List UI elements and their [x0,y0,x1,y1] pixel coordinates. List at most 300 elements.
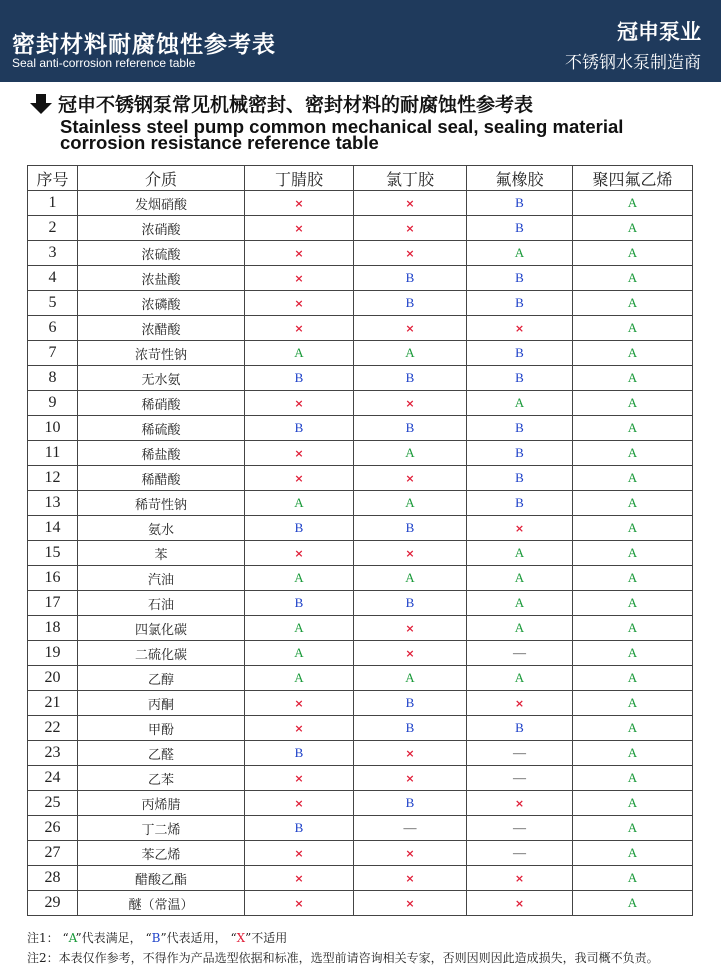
rating-value: × [294,847,304,860]
rating-fluororubber [467,641,573,666]
rating-neoprene [354,516,467,541]
rating-ptfe [573,616,693,641]
rating-neoprene [354,566,467,591]
row-number: 19 [28,641,78,666]
rating-value: B [405,520,415,535]
rating-value: × [514,897,525,910]
rating-ptfe [573,741,693,766]
table-row [28,466,693,491]
row-number: 18 [28,616,78,641]
rating-value: — [513,745,526,760]
rating-nitrile [245,491,354,516]
rating-fluororubber [467,566,573,591]
rating-nitrile [245,316,354,341]
rating-value: A [627,445,638,460]
table-row [28,616,693,641]
row-medium: 二硫化碳 [78,641,245,666]
rating-value: × [294,772,304,785]
rating-value: A [294,570,304,585]
note-1-quote-open-a: “ [62,931,69,945]
row-number: 14 [28,516,78,541]
rating-ptfe [573,216,693,241]
rating-neoprene [354,441,467,466]
note-1-x-code: X [236,931,246,945]
rating-neoprene [354,241,467,266]
rating-value: A [627,895,638,910]
rating-nitrile [245,541,354,566]
intro-title-cn: 冠申不锈钢泵常见机械密封、密封材料的耐腐蚀性参考表 [58,94,534,116]
rating-value: × [514,522,525,535]
rating-neoprene [354,891,467,916]
header-fluororubber: 氟橡胶 [467,166,573,191]
row-medium: 丙酮 [78,691,245,716]
table-row [28,766,693,791]
table-body [28,191,693,916]
row-medium: 氨水 [78,516,245,541]
rating-value: × [405,897,415,910]
rating-value: — [513,845,526,860]
rating-value: A [294,670,304,685]
rating-value: × [294,872,304,885]
rating-value: A [627,470,638,485]
table-row [28,666,693,691]
rating-value: A [627,695,638,710]
rating-neoprene [354,741,467,766]
row-number: 13 [28,491,78,516]
rating-value: × [405,397,415,410]
rating-value: × [514,797,525,810]
table-row [28,241,693,266]
rating-neoprene [354,466,467,491]
rating-value: A [294,620,304,635]
rating-fluororubber [467,691,573,716]
rating-ptfe [573,891,693,916]
rating-value: A [627,595,638,610]
row-medium: 浓磷酸 [78,291,245,316]
rating-value: A [627,345,638,360]
rating-value: × [405,547,415,560]
rating-ptfe [573,341,693,366]
rating-ptfe [573,816,693,841]
rating-value: × [294,897,304,910]
rating-value: × [294,197,304,210]
rating-value: × [514,322,525,335]
rating-fluororubber [467,366,573,391]
rating-value: B [405,270,415,285]
rating-value: A [514,595,525,610]
rating-ptfe [573,641,693,666]
row-number: 9 [28,391,78,416]
rating-ptfe [573,416,693,441]
rating-ptfe [573,691,693,716]
rating-nitrile [245,216,354,241]
rating-value: × [294,697,304,710]
rating-nitrile [245,841,354,866]
rating-neoprene [354,191,467,216]
rating-nitrile [245,766,354,791]
rating-ptfe [573,441,693,466]
rating-ptfe [573,316,693,341]
note-1-quote-open-b: “ [145,931,152,945]
table-row [28,416,693,441]
rating-nitrile [245,241,354,266]
rating-neoprene [354,816,467,841]
rating-value: A [514,245,525,260]
rating-value: A [514,545,525,560]
rating-fluororubber [467,291,573,316]
table-row [28,366,693,391]
page-title: 密封材料耐腐蚀性参考表 [12,32,276,58]
note-1-quote-close-a: ” [75,931,82,945]
note-1-a-text: 代表满足， [81,931,142,945]
row-medium: 稀硫酸 [78,416,245,441]
note-2: 注2：本表仅作参考，不得作为产品选型依据和标准，选型前请咨询相关专家，否则因则因此造成损失，我司概不负责。 [27,951,659,965]
rating-nitrile [245,891,354,916]
rating-ptfe [573,841,693,866]
rating-nitrile [245,791,354,816]
rating-ptfe [573,566,693,591]
rating-value: B [294,820,304,835]
row-number: 25 [28,791,78,816]
rating-value: B [294,745,304,760]
row-medium: 乙苯 [78,766,245,791]
down-arrow-icon [28,93,54,115]
rating-value: A [294,345,304,360]
rating-nitrile [245,566,354,591]
row-medium: 乙醇 [78,666,245,691]
rating-nitrile [245,191,354,216]
table-row [28,816,693,841]
table-row [28,191,693,216]
rating-value: × [405,322,415,335]
row-medium: 浓硝酸 [78,216,245,241]
rating-neoprene [354,216,467,241]
rating-nitrile [245,641,354,666]
rating-ptfe [573,791,693,816]
rating-nitrile [245,291,354,316]
rating-ptfe [573,866,693,891]
rating-neoprene [354,416,467,441]
rating-value: × [294,322,304,335]
rating-value: × [294,397,304,410]
row-number: 15 [28,541,78,566]
rating-value: A [627,570,638,585]
note-1-a-code: A [68,931,76,945]
row-number: 8 [28,366,78,391]
rating-value: A [627,245,638,260]
header-medium: 介质 [78,166,245,191]
row-medium: 无水氨 [78,366,245,391]
rating-fluororubber [467,241,573,266]
rating-neoprene [354,691,467,716]
rating-neoprene [354,366,467,391]
row-medium: 苯乙烯 [78,841,245,866]
rating-nitrile [245,516,354,541]
rating-value: × [294,722,304,735]
row-medium: 汽油 [78,566,245,591]
rating-fluororubber [467,666,573,691]
rating-value: × [294,272,304,285]
rating-neoprene [354,341,467,366]
rating-fluororubber [467,716,573,741]
table-row [28,491,693,516]
row-medium: 石油 [78,591,245,616]
table-row [28,791,693,816]
table-row [28,591,693,616]
rating-nitrile [245,391,354,416]
rating-ptfe [573,591,693,616]
rating-ptfe [573,266,693,291]
rating-ptfe [573,716,693,741]
rating-value: × [294,297,304,310]
rating-neoprene [354,291,467,316]
rating-nitrile [245,441,354,466]
row-number: 20 [28,666,78,691]
rating-value: A [627,620,638,635]
rating-value: A [627,270,638,285]
table-row [28,266,693,291]
rating-value: A [627,820,638,835]
rating-fluororubber [467,791,573,816]
intro-title-en: Stainless steel pump common mechanical seal, sealing material corrosion resistance reference table [60,116,624,153]
rating-fluororubber [467,841,573,866]
corrosion-table [27,165,693,916]
rating-value: A [405,670,415,685]
rating-value: B [515,270,524,285]
table-row [28,641,693,666]
row-medium: 苯 [78,541,245,566]
rating-fluororubber [467,341,573,366]
rating-ptfe [573,241,693,266]
table-row [28,391,693,416]
rating-value: B [405,295,415,310]
rating-value: B [405,795,415,810]
rating-fluororubber [467,591,573,616]
row-medium: 浓苛性钠 [78,341,245,366]
rating-value: × [294,547,304,560]
rating-value: — [513,770,526,785]
row-medium: 丙烯腈 [78,791,245,816]
header-no: 序号 [28,166,78,191]
rating-value: × [405,847,415,860]
row-medium: 浓醋酸 [78,316,245,341]
rating-value: B [515,470,524,485]
rating-nitrile [245,616,354,641]
header-banner [0,0,721,82]
rating-value: A [294,495,304,510]
rating-neoprene [354,641,467,666]
rating-ptfe [573,766,693,791]
rating-fluororubber [467,766,573,791]
rating-value: × [294,247,304,260]
rating-value: × [514,872,525,885]
rating-value: A [405,495,415,510]
note-1-b-code: B [151,931,161,945]
row-number: 24 [28,766,78,791]
header-neoprene: 氯丁胶 [354,166,467,191]
rating-fluororubber [467,491,573,516]
rating-neoprene [354,316,467,341]
rating-value: × [405,197,415,210]
rating-fluororubber [467,216,573,241]
rating-ptfe [573,191,693,216]
note-1 [27,928,707,948]
rating-value: B [515,370,524,385]
rating-value: B [405,695,415,710]
row-medium: 发烟硝酸 [78,191,245,216]
rating-fluororubber [467,391,573,416]
rating-value: A [627,870,638,885]
rating-value: A [627,845,638,860]
row-number: 6 [28,316,78,341]
note-1-quote-close-b: ” [160,931,167,945]
brand-name: 冠申泵业 [617,20,701,44]
table-row [28,691,693,716]
rating-value: A [514,670,525,685]
rating-fluororubber [467,541,573,566]
row-medium: 稀盐酸 [78,441,245,466]
rating-ptfe [573,516,693,541]
table-header-row [28,166,693,191]
rating-neoprene [354,616,467,641]
rating-nitrile [245,741,354,766]
row-number: 10 [28,416,78,441]
row-number: 29 [28,891,78,916]
rating-fluororubber [467,266,573,291]
rating-value: A [627,795,638,810]
rating-value: A [514,570,525,585]
row-number: 1 [28,191,78,216]
table-row [28,716,693,741]
note-1-x-text: 不适用 [251,931,288,945]
rating-fluororubber [467,741,573,766]
rating-value: A [627,645,638,660]
row-medium: 乙醛 [78,741,245,766]
rating-ptfe [573,466,693,491]
rating-value: B [294,370,304,385]
rating-value: × [514,697,525,710]
row-number: 22 [28,716,78,741]
rating-nitrile [245,466,354,491]
rating-value: B [515,420,524,435]
note-1-quote-close-x: ” [245,931,252,945]
rating-nitrile [245,591,354,616]
rating-ptfe [573,391,693,416]
row-medium: 四氯化碳 [78,616,245,641]
rating-fluororubber [467,441,573,466]
rating-value: B [515,495,524,510]
row-number: 23 [28,741,78,766]
rating-nitrile [245,691,354,716]
rating-value: × [294,447,304,460]
row-medium: 稀苛性钠 [78,491,245,516]
rating-nitrile [245,716,354,741]
rating-value: B [515,345,524,360]
rating-value: A [514,620,525,635]
rating-nitrile [245,366,354,391]
rating-value: A [514,395,525,410]
rating-value: × [294,222,304,235]
rating-value: A [405,345,415,360]
row-medium: 浓盐酸 [78,266,245,291]
row-number: 26 [28,816,78,841]
rating-value: — [403,820,417,835]
rating-value: A [405,570,415,585]
rating-ptfe [573,541,693,566]
rating-nitrile [245,666,354,691]
row-number: 11 [28,441,78,466]
row-medium: 醋酸乙酯 [78,866,245,891]
page-subtitle: Seal anti-corrosion reference table [12,56,196,70]
rating-value: B [405,420,415,435]
rating-value: A [627,520,638,535]
rating-value: A [405,445,415,460]
rating-value: B [405,720,415,735]
table-row [28,541,693,566]
table-row [28,741,693,766]
rating-fluororubber [467,616,573,641]
rating-ptfe [573,666,693,691]
rating-nitrile [245,341,354,366]
rating-value: × [294,797,304,810]
rating-value: A [627,420,638,435]
rating-nitrile [245,266,354,291]
row-number: 17 [28,591,78,616]
table-row [28,291,693,316]
rating-fluororubber [467,466,573,491]
rating-value: A [627,495,638,510]
notes [27,928,707,968]
rating-value: A [627,295,638,310]
rating-fluororubber [467,891,573,916]
intro-section [28,90,698,151]
rating-value: A [627,395,638,410]
rating-value: × [405,872,415,885]
note-1-quote-open-x: “ [230,931,237,945]
table-row [28,316,693,341]
rating-value: A [294,645,304,660]
table-row [28,866,693,891]
rating-value: × [405,622,415,635]
rating-value: B [515,195,524,210]
brand-slogan: 不锈钢水泵制造商 [565,53,701,73]
rating-fluororubber [467,416,573,441]
rating-value: A [627,320,638,335]
rating-neoprene [354,716,467,741]
row-number: 21 [28,691,78,716]
table-row [28,841,693,866]
rating-value: × [405,247,415,260]
rating-value: B [515,220,524,235]
row-number: 7 [28,341,78,366]
rating-value: B [405,370,415,385]
rating-ptfe [573,291,693,316]
rating-fluororubber [467,866,573,891]
rating-ptfe [573,491,693,516]
row-number: 27 [28,841,78,866]
rating-value: B [294,520,304,535]
table-row [28,566,693,591]
rating-value: A [627,370,638,385]
note-1-b-text: 代表适用， [166,931,227,945]
rating-value: × [405,647,415,660]
row-number: 5 [28,291,78,316]
header-ptfe: 聚四氟乙烯 [573,166,693,191]
row-medium: 浓硫酸 [78,241,245,266]
table-row [28,441,693,466]
rating-nitrile [245,816,354,841]
table-row [28,341,693,366]
